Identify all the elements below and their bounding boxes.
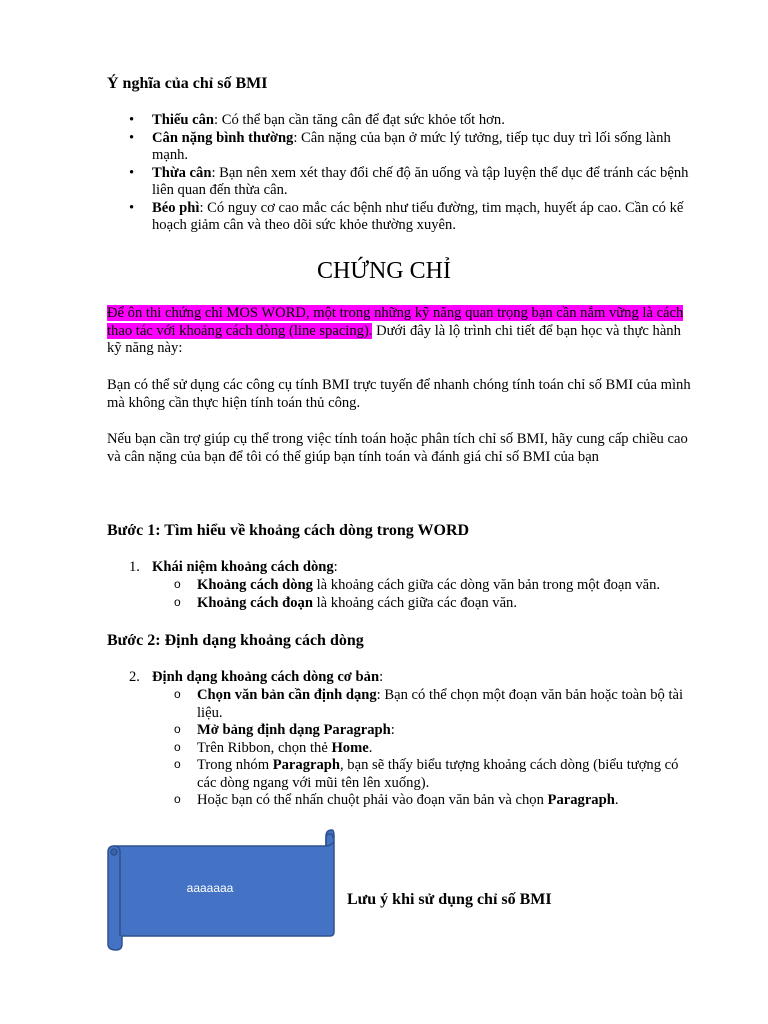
list-item: • Thiếu cân: Có thể bạn cần tăng cân để đạt sức khỏe tốt hơn. [107, 112, 697, 130]
document-title: CHỨNG CHỈ [317, 258, 451, 284]
list-item: • Thừa cân: Bạn nên xem xét thay đổi chế độ ăn uống và tập luyện thể dục để tránh các bệnh liên quan đến thừa cân. [107, 165, 697, 200]
intro-paragraph: Để ôn thi chứng chỉ MOS WORD, một trong những kỹ năng quan trọng bạn cần nắm vững là cách thao tác với khoảng cách dòng (line spacing). Dưới đây là lộ trình chi tiết để bạn học và thực hành kỹ năng này: [107, 305, 684, 356]
bmi-help-paragraph: Nếu bạn cần trợ giúp cụ thể trong việc tính toán hoặc phân tích chỉ số BMI, hãy cung cấp chiều cao và cân nặng của bạn để tôi có thể giúp bạn tính toán và đánh giá chỉ số BMI của bạn [107, 431, 688, 465]
list-item: • Béo phì: Có nguy cơ cao mắc các bệnh như tiểu đường, tim mạch, huyết áp cao. Cần có kế hoạch giảm cân và theo dõi sức khỏe thường xuyên. [107, 200, 697, 235]
list-number: 2. [129, 669, 140, 685]
list-item: o Hoặc bạn có thể nhấn chuột phải vào đoạn văn bản và chọn Paragraph. [152, 792, 697, 810]
list-item: o Trên Ribbon, chọn thẻ Home. [152, 740, 697, 758]
scroll-shape-text: aaaaaaa [186, 881, 234, 895]
list-item: o Khoảng cách đoạn là khoảng cách giữa các đoạn văn. [152, 595, 697, 613]
step1-sublist [152, 577, 697, 612]
list-item: o Chọn văn bản cần định dạng: Bạn có thể chọn một đoạn văn bản hoặc toàn bộ tài liệu. [152, 687, 697, 722]
list-item: o Trong nhóm Paragraph, bạn sẽ thấy biểu tượng khoảng cách dòng (biểu tượng có các dòng ngang với mũi tên lên xuống). [152, 757, 697, 792]
step1-heading: Bước 1: Tìm hiểu về khoảng cách dòng trong WORD [107, 522, 470, 539]
bmi-note-heading: Lưu ý khi sử dụng chỉ số BMI [347, 891, 552, 908]
list-item: • Cân nặng bình thường: Cân nặng của bạn ở mức lý tưởng, tiếp tục duy trì lối sống lành mạnh. [107, 130, 697, 165]
list-item: o Khoảng cách dòng là khoảng cách giữa các dòng văn bản trong một đoạn văn. [152, 577, 697, 595]
step2-heading: Bước 2: Định dạng khoảng cách dòng [107, 632, 364, 649]
list-item: o Mở bảng định dạng Paragraph: [152, 722, 697, 740]
highlighted-text: Để ôn thi chứng chỉ MOS WORD, một trong những kỹ năng quan trọng bạn cần nắm vững là cách thao tác với khoảng cách dòng (line spacing). [107, 305, 684, 339]
step1-item: 1. Khái niệm khoảng cách dòng: [129, 559, 338, 575]
step2-item: 2. Định dạng khoảng cách dòng cơ bản: [129, 669, 384, 685]
step2-sublist [152, 687, 697, 810]
bmi-meaning-heading: Ý nghĩa của chỉ số BMI [107, 75, 268, 92]
bmi-tools-paragraph: Bạn có thể sử dụng các công cụ tính BMI trực tuyến để nhanh chóng tính toán chỉ số BMI của mình mà không cần thực hiện tính toán thủ công. [107, 377, 691, 411]
list-number: 1. [129, 559, 140, 575]
bmi-meaning-list [107, 112, 697, 235]
